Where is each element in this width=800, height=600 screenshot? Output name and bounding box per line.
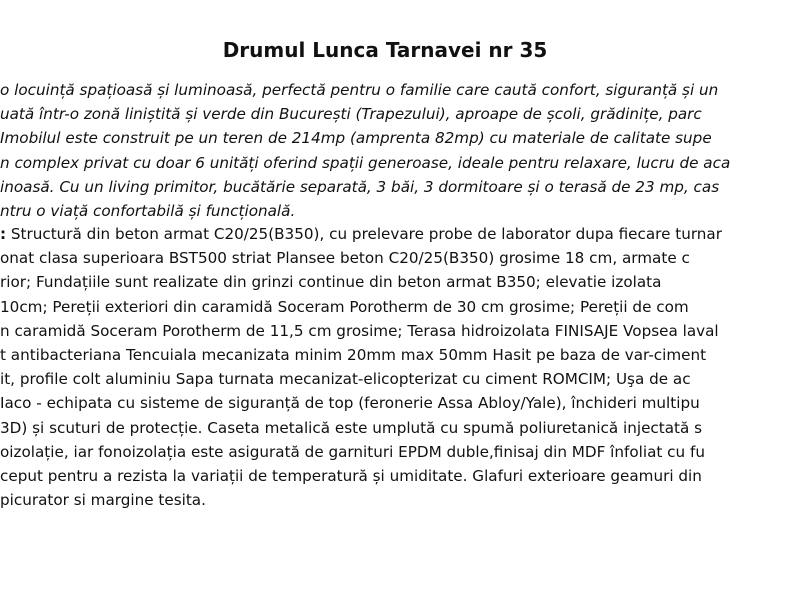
tech-line-first	[0, 222, 800, 246]
intro-line: ntru o viață confortabilă și funcțională.	[0, 202, 296, 221]
intro-line: o locuință spațioasă și luminoasă, perfectă pentru o familie care caută confort, siguranță și un	[0, 81, 719, 99]
intro-line: inoasă. Cu un living primitor, bucătărie separată, 3 băi, 3 dormitoare și o terasă de 23 mp, cas	[0, 177, 720, 196]
tech-line: picurator si margine tesita.	[0, 491, 206, 510]
intro-line: n complex privat cu doar 6 unități oferind spații generoase, ideale pentru relaxare, lucru de aca	[0, 153, 731, 172]
intro-paragraph	[0, 78, 800, 223]
tech-line: it, profile colt aluminiu Sapa turnata mecanizat-elicopterizat cu ciment ROMCIM; Uşa de ac	[0, 370, 691, 389]
tech-line: onat clasa superioara BST500 striat Plansee beton C20/25(B350) grosime 18 cm, armate c	[0, 249, 690, 268]
tech-label: :	[0, 225, 7, 243]
tech-line: n caramidă Soceram Porotherm de 11,5 cm grosime; Terasa hidroizolata FINISAJE Vopsea laval	[0, 321, 719, 340]
tech-line: oizolație, iar fonoizolația este asigurată de garnituri EPDM duble,finisaj din MDF înfoliat cu fu	[0, 442, 705, 461]
tech-line: rior; Fundațiile sunt realizate din grinzi continue din beton armat B350; elevatie izolata	[0, 273, 662, 292]
document-title: Drumul Lunca Tarnavei nr 35	[222, 38, 548, 62]
intro-line: Imobilul este construit pe un teren de 214mp (amprenta 82mp) cu materiale de calitate supe	[0, 129, 712, 148]
tech-line: t antibacteriana Tencuiala mecanizata minim 20mm max 50mm Hasit pe baza de var-ciment	[0, 346, 707, 365]
tech-line: 10cm; Pereții exteriori din caramidă Soceram Porotherm de 30 cm grosime; Pereții de com	[0, 297, 689, 316]
tech-line: Iaco - echipata cu sisteme de siguranță de top (feronerie Assa Abloy/Yale), închideri multipu	[0, 394, 700, 413]
intro-line: uată într-o zonă liniștită și verde din București (Trapezului), aproape de școli, grădinițe, parc	[0, 105, 702, 124]
tech-line: ceput pentru a rezista la variații de temperatură și umiditate. Glafuri exterioare geamuri din	[0, 467, 702, 486]
technical-specs-paragraph	[0, 222, 800, 512]
tech-first-line-text: Structură din beton armat C20/25(B350), cu prelevare probe de laborator dupa fiecare turnar	[6, 225, 722, 243]
tech-line: 3D) și scuturi de protecție. Caseta metalică este umplută cu spumă poliuretanică injectată s	[0, 418, 703, 437]
